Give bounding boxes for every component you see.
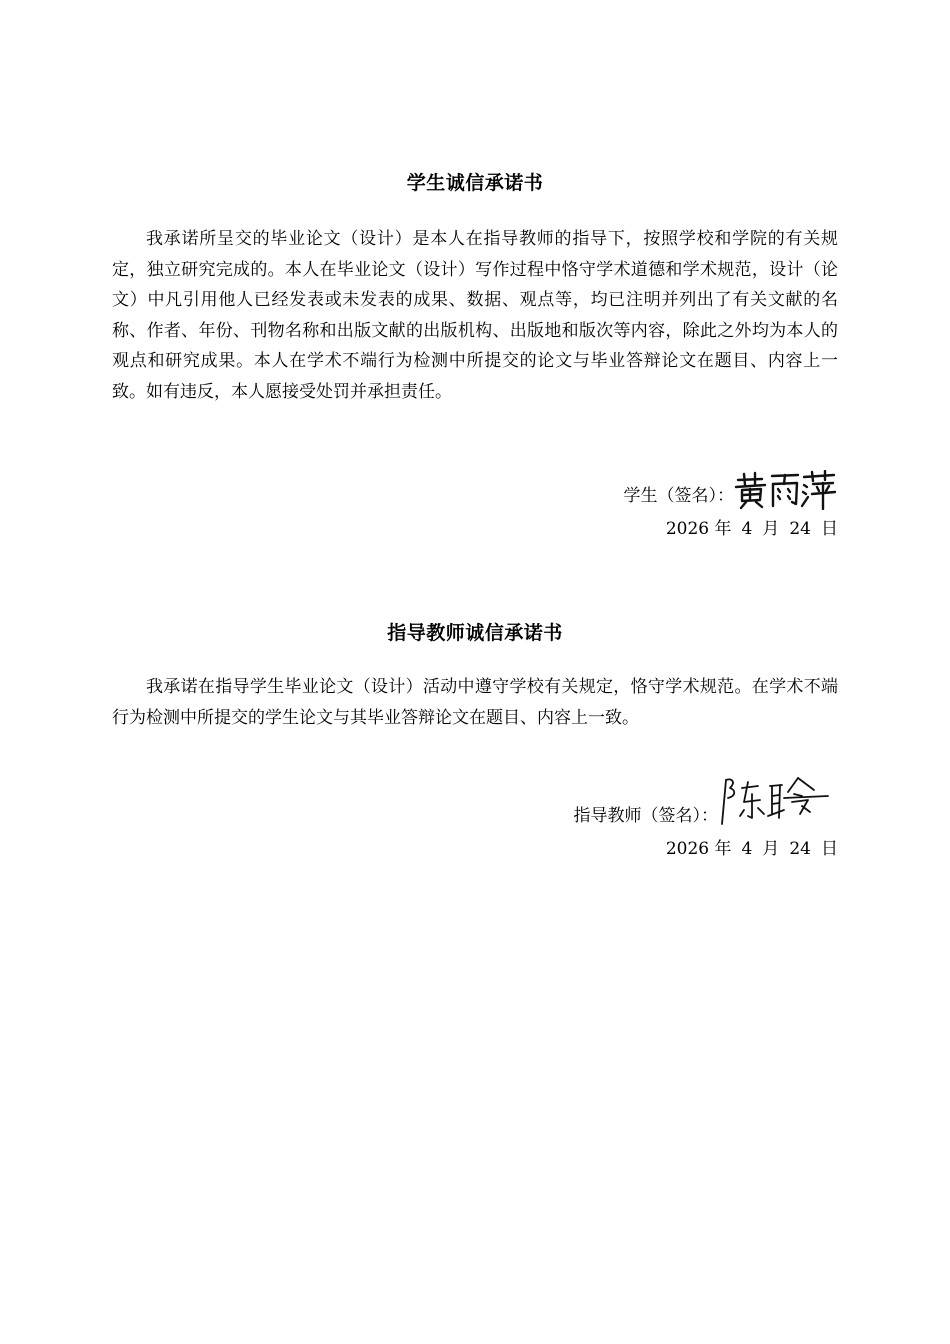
advisor-date-year-unit: 年	[714, 839, 732, 859]
student-date-year: 2026	[665, 519, 710, 539]
student-date-month-unit: 月	[762, 519, 780, 539]
student-date-month: 4	[741, 519, 753, 539]
advisor-date-month-unit: 月	[762, 839, 780, 859]
student-date	[666, 514, 838, 539]
advisor-signature-image	[718, 774, 838, 828]
advisor-pledge-title: 指导教师诚信承诺书	[387, 622, 563, 644]
advisor-date-year: 2026	[665, 839, 710, 859]
advisor-signature-label: 指导教师（签名）：	[573, 806, 718, 826]
advisor-date-day: 24	[789, 839, 811, 859]
advisor-date-month: 4	[741, 839, 753, 859]
student-signature-line	[624, 470, 839, 510]
advisor-pledge-paragraph: 我承诺在指导学生毕业论文（设计）活动中遵守学校有关规定，恪守学术规范。在学术不端行为检测中所提交的学生论文与其毕业答辩论文在题目、内容上一致。	[112, 677, 838, 728]
student-pledge-paragraph: 我承诺所呈交的毕业论文（设计）是本人在指导教师的指导下，按照学校和学院的有关规定，独立研究完成的。本人在毕业论文（设计）写作过程中恪守学术道德和学术规范，设计（论文）中凡引用他人已经发表或未发表的成果、数据、观点等，均已注明并列出了有关文献的名称、作者、年份、刊物名称和出版文献的出版机构、出版地和版次等内容，除此之外均为本人的观点和研究成果。本人在学术不端行为检测中所提交的论文与毕业答辩论文在题目、内容上一致。如有违反，本人愿接受处罚并承担责任。	[112, 229, 838, 402]
student-date-year-unit: 年	[714, 519, 732, 539]
advisor-date	[666, 834, 838, 859]
student-date-day-unit: 日	[821, 519, 838, 539]
student-signature-label: 学生（签名）：	[623, 486, 734, 506]
student-date-day: 24	[789, 519, 811, 539]
advisor-date-day-unit: 日	[821, 839, 838, 859]
student-pledge-title: 学生诚信承诺书	[406, 172, 544, 194]
student-signature-image	[734, 470, 838, 510]
advisor-signature-line	[574, 774, 839, 828]
